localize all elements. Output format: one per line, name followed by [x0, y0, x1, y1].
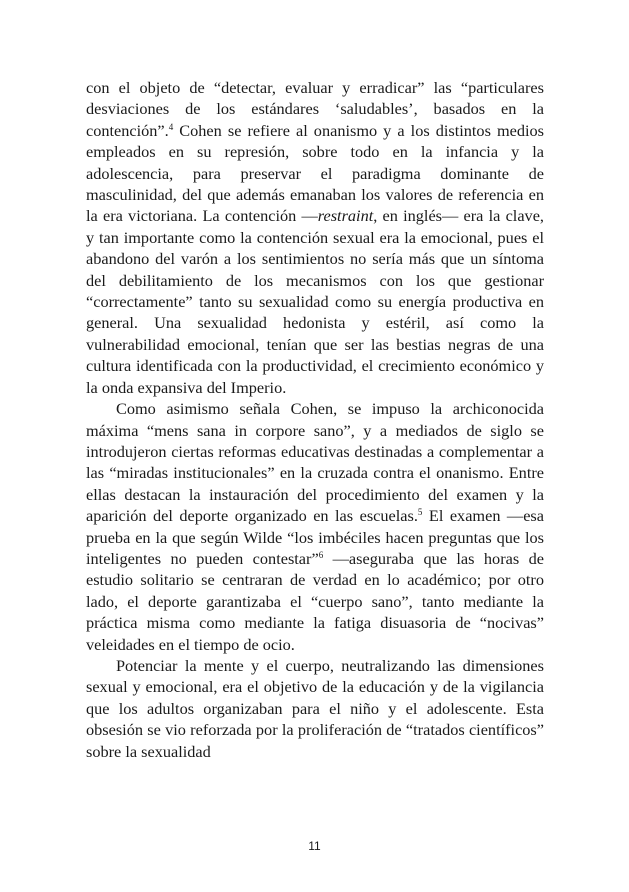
text-run: Cohen se refiere al onanismo y a los distintos medios empleados en su represión, sobre todo en la infancia y la adolescencia, para preservar el paradigma dominante de masculinidad, del que además emanaban los valores de referencia en la era victoriana. La contención —	[86, 120, 544, 226]
text-run: Como asimismo señala Cohen, se impuso la archiconocida máxima “mens sana in corpore sano”, y a mediados de siglo se introdujeron ciertas reformas educativas destinadas a complementar a las “miradas institucionales” en la cruzada contra el onanismo. Entre ellas destacan la instauración del procedimiento del examen y la aparición del deporte organizado en las escuelas.	[86, 399, 544, 526]
italic-term: restraint	[317, 206, 374, 226]
body-text	[86, 77, 544, 762]
text-run: , en inglés— era la clave, y tan importante como la contención sexual era la emocional, pues el abandono del varón a los sentimientos no sería más que un síntoma del debilitamiento de los mecanismos con los que gestionar “correctamente” tanto su sexualidad como su energía productiva en general. Una sexualidad hedonista y estéril, así como la vulnerabilidad emocional, tenían que ser las bestias negras de una cultura identificada con la productividad, el crecimiento económico y la onda expansiva del Imperio.	[86, 206, 544, 397]
text-run: Potenciar la mente y el cuerpo, neutralizando las dimensiones sexual y emocional, era el objetivo de la educación y de la vigilancia que los adultos organizaban para el niño y el adolescente. Esta obsesión se vio reforzada por la proliferación de “tratados científicos” sobre la sexualidad	[86, 655, 544, 761]
text-run: El examen —esa prueba en la que según Wilde “los imbéciles hacen preguntas que los inteligentes no pueden contestar”	[86, 506, 544, 568]
paragraph-2	[86, 398, 544, 655]
footnote-ref: 6	[318, 549, 324, 560]
footnote-ref: 4	[168, 121, 174, 132]
footnote-ref: 5	[417, 507, 423, 518]
text-run: —aseguraba que las horas de estudio solitario se centraran de verdad en lo académico; por otro lado, el deporte garantizaba el “cuerpo sano”, tanto mediante la práctica misma como mediante la fatiga disuasoria de “nocivas” veleidades en el tiempo de ocio.	[86, 548, 544, 654]
page-number: 11	[308, 839, 321, 853]
text-run: con el objeto de “detectar, evaluar y erradicar” las “particulares desviaciones de los estándares ‘saludables’, basados en la contención”.	[86, 78, 544, 140]
paragraph-3	[86, 655, 544, 762]
paragraph-1	[86, 77, 544, 398]
